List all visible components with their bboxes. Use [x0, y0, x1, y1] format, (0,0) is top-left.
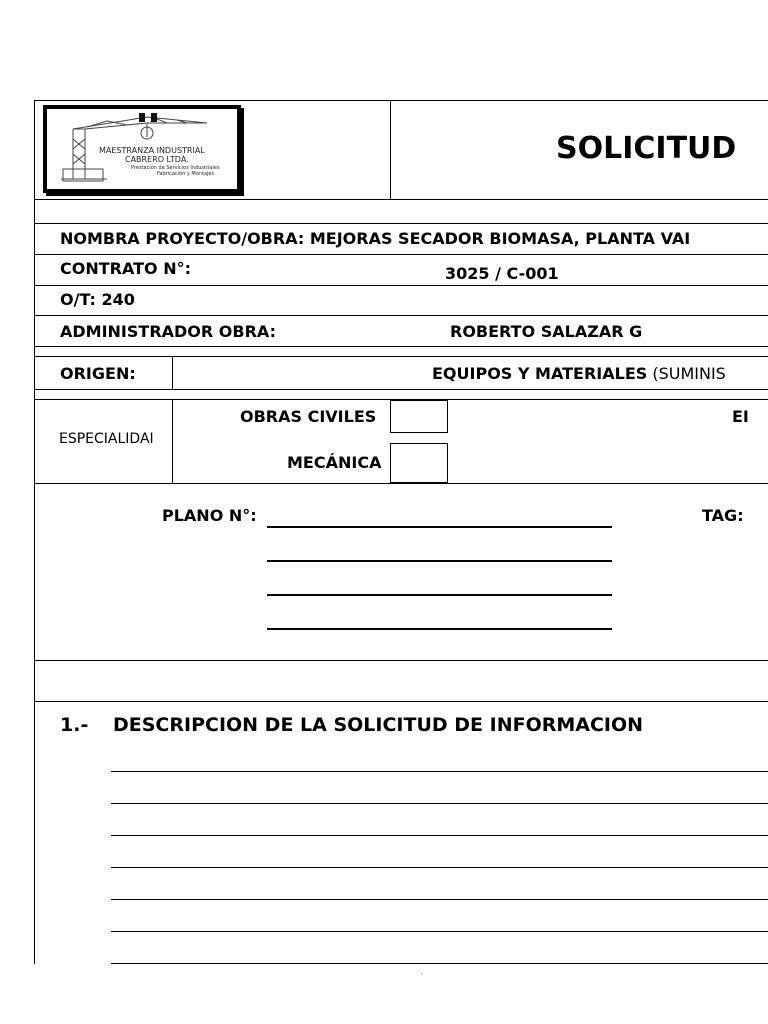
row-divider: [34, 315, 768, 316]
logo-tagline2: Fabricación y Montajes: [157, 171, 215, 177]
logo-tagline1: Prestación de Servicios Industriales: [131, 165, 220, 171]
row-divider: [34, 223, 768, 224]
origin-value: [432, 364, 726, 383]
origin-label: ORIGEN:: [60, 364, 136, 383]
row-divider: [34, 483, 768, 484]
description-line[interactable]: [111, 835, 768, 836]
ot-label: O/T: 240: [60, 290, 135, 309]
specialty-mechanical-label: MECÁNICA: [287, 453, 382, 472]
row-divider: [34, 346, 768, 347]
row-divider: [34, 660, 768, 661]
row-divider: [34, 254, 768, 255]
description-line[interactable]: [111, 867, 768, 868]
specialty-civil-checkbox[interactable]: [390, 400, 448, 433]
tag-label: TAG:: [702, 506, 744, 525]
specialty-mechanical-checkbox[interactable]: [390, 443, 448, 483]
description-line[interactable]: [111, 803, 768, 804]
project-name-label: NOMBRA PROYECTO/OBRA: MEJORAS SECADOR BIOMASA, PLANTA VAI: [60, 229, 691, 248]
contract-value: 3025 / C-001: [445, 264, 559, 283]
specialty-electrical-label-partial: EI: [732, 407, 749, 426]
drawing-number-line-1[interactable]: [267, 526, 612, 528]
contract-label: CONTRATO N°:: [60, 259, 191, 278]
row-divider: [34, 285, 768, 286]
specialty-divider: [172, 399, 173, 483]
description-line[interactable]: [111, 963, 768, 964]
description-line[interactable]: [111, 771, 768, 772]
logo-company-line2: CABRERO LTDA.: [125, 155, 189, 164]
drawing-number-label: PLANO N°:: [162, 506, 257, 525]
section-title: DESCRIPCION DE LA SOLICITUD DE INFORMACION: [113, 714, 644, 736]
header-divider: [390, 100, 391, 199]
row-divider: [34, 199, 768, 200]
origin-value-main: EQUIPOS Y MATERIALES: [432, 364, 648, 383]
drawing-number-line-3[interactable]: [267, 594, 612, 596]
drawing-number-line-4[interactable]: [267, 628, 612, 630]
form-title: SOLICITUD: [556, 131, 737, 166]
company-logo: [43, 105, 241, 193]
row-divider: [34, 356, 768, 357]
logo-company-line1: MAESTRANZA INDUSTRIAL: [99, 146, 205, 155]
admin-value: ROBERTO SALAZAR G: [450, 322, 643, 341]
form-left-border: [34, 100, 35, 964]
specialty-label: ESPECIALIDAI: [59, 431, 154, 447]
form-top-border: [34, 100, 768, 101]
admin-label: ADMINISTRADOR OBRA:: [60, 322, 276, 341]
origin-divider: [172, 356, 173, 389]
section-number: 1.-: [60, 714, 89, 736]
page-dot: [421, 973, 422, 974]
specialty-civil-label: OBRAS CIVILES: [240, 407, 377, 426]
row-divider: [34, 701, 768, 702]
row-divider: [34, 389, 768, 390]
description-line[interactable]: [111, 931, 768, 932]
origin-value-rest: (SUMINIS: [652, 364, 726, 383]
drawing-number-line-2[interactable]: [267, 560, 612, 562]
description-line[interactable]: [111, 899, 768, 900]
